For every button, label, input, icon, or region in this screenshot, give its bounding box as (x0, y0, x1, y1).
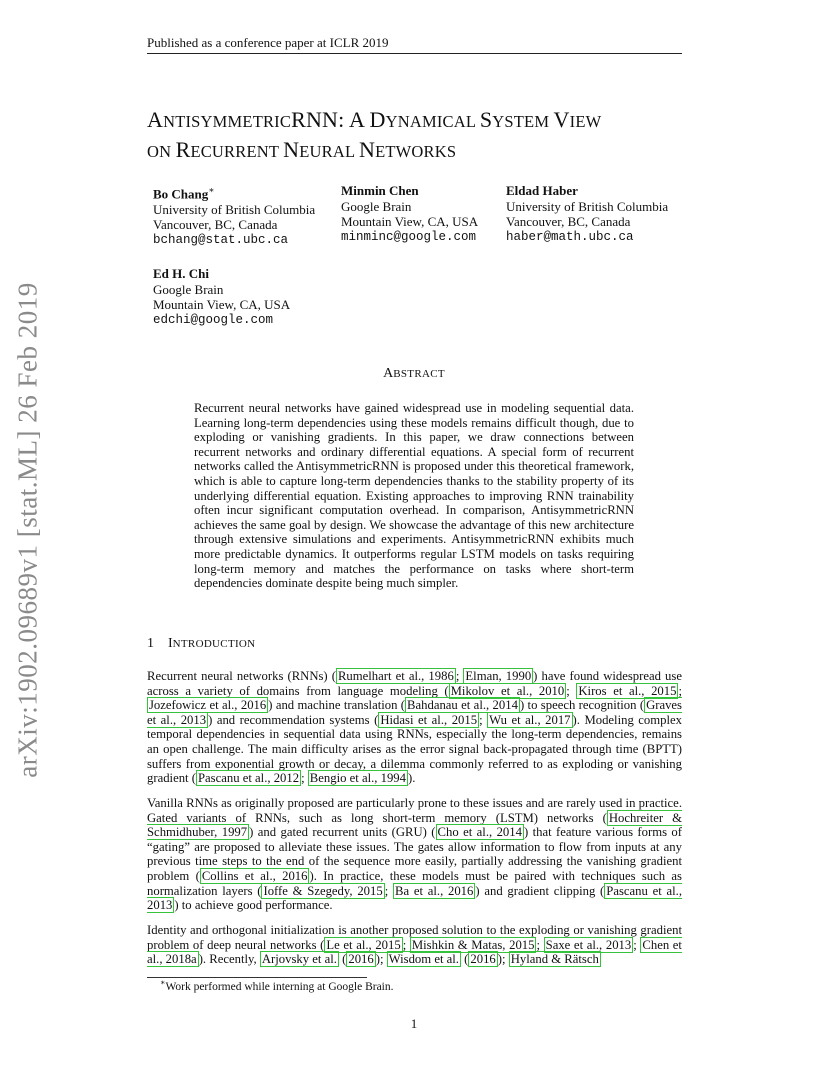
title-fragment: ECURRENT (190, 142, 284, 161)
paragraph-text: Recurrent neural networks (RNNs) ( (147, 669, 336, 683)
paragraph-text: ). In practice, these models must be paired with techniques such as normalization layers ( (147, 868, 682, 898)
paragraph-text: Vanilla RNNs as originally proposed are particularly prone to these issues and are rarely used in practice. Gated variants of RNNs, such as long short-term memory (LSTM) networks ( (147, 796, 682, 825)
title-line-2 (147, 136, 707, 166)
abstract-heading: ABSTRACT (383, 366, 445, 381)
citation-link[interactable]: Bengio et al., 1994 (309, 771, 406, 786)
paragraph-text: ) to speech recognition ( (519, 698, 645, 713)
paper-title (147, 106, 707, 166)
author-block-4 (153, 266, 290, 328)
citation-link[interactable]: Rumelhart et al., 1986 (337, 669, 454, 683)
citation-link[interactable]: Elman, 1990 (465, 669, 532, 683)
footnote-mark: ∗ (208, 185, 215, 195)
paragraph-text: ); (375, 952, 387, 967)
author-location: Vancouver, BC, Canada (506, 214, 631, 229)
title-fragment: IEW (569, 112, 602, 131)
citation-link[interactable]: Collins et al., 2016 (201, 868, 308, 883)
citation-link[interactable]: Jozefowicz et al., 2016 (149, 698, 267, 713)
citation-link[interactable]: Ioffe & Szegedy, 2015 (263, 883, 383, 898)
citation-link[interactable]: Pascanu et al., 2013 (147, 883, 683, 913)
paragraph-text: ; (633, 937, 641, 952)
citation-link[interactable]: Pascanu et al., 2012 (197, 771, 300, 786)
author-affiliation: Google Brain (153, 281, 224, 297)
title-line-1 (147, 106, 707, 136)
title-fragment: ETWORKS (375, 142, 457, 161)
paragraph-text: Identity and orthogonal initialization is another proposed solution to the exploding or vanishing gradient problem of deep neural networks ( (147, 923, 682, 952)
paragraph-text: ) to achieve good performance. (174, 898, 333, 913)
author-name: Minmin Chen (341, 183, 419, 198)
citation-link[interactable]: Hyland & Rätsch (510, 952, 599, 967)
title-fragment: YSTEM (492, 112, 554, 131)
title-fragment: R (175, 137, 191, 162)
author-affiliation: Google Brain (341, 198, 412, 214)
title-fragment: D (369, 107, 386, 132)
title-fragment: V (553, 107, 570, 132)
running-header: Published as a conference paper at ICLR 2019 (147, 35, 389, 50)
paragraph-text: ; (536, 937, 544, 952)
title-fragment: EURAL (299, 142, 359, 161)
paragraph-text: ) and machine translation ( (268, 698, 406, 713)
citation-link[interactable]: Wu et al., 2017 (489, 712, 571, 727)
citation-link[interactable]: 2016 (348, 952, 374, 967)
paragraph-text: ) have found widespread use across a variety of domains from language modeling ( (147, 669, 682, 698)
citation-link[interactable]: Arjovsky et al. (261, 952, 337, 967)
author-name: Eldad Haber (506, 183, 578, 198)
author-location: Mountain View, CA, USA (153, 297, 291, 312)
author-affiliation: University of British Columbia (506, 198, 669, 214)
title-fragment: N (283, 137, 300, 162)
paragraph-text: ). Recently, (198, 952, 260, 967)
section-heading-introduction: 1 INTRODUCTION (147, 636, 256, 651)
citation-link[interactable]: Graves et al., 2013 (147, 698, 682, 727)
author-location: Mountain View, CA, USA (341, 214, 479, 229)
citation-link[interactable]: Saxe et al., 2013 (545, 937, 632, 952)
paragraph-text: ) and recommendation systems ( (208, 712, 379, 727)
author-email[interactable]: minminc@google.com (341, 229, 477, 244)
paragraph-text: ). Modeling complex temporal dependencies in sequential data using RNNs, especially the long-term dependencies, remains an open challenge. The main difficulty arises as the error signal back-propagated through time (BPTT) suffers from exponential growth or decay, a dilemma commonly referred to as exploding or vanishing gradient ( (147, 712, 682, 786)
paragraph-text: ; (455, 669, 464, 683)
abstract-text: Recurrent neural networks have gained widespread use in modeling sequential data. Learning long-term dependencies using these models remains difficult though, due to exploding or vanishing gradients. In this paper, we draw connections between recurrent networks and ordinary differential equations. A special form of recurrent networks called the AntisymmetricRNN is proposed under this theoretical framework, which is able to capture long-term dependencies thanks to the stability property of its underlying differential equation. Existing approaches to improving RNN trainability often incur significant computation overhead. In comparison, AntisymmetricRNN achieves the same goal by design. We showcase the advantage of this new architecture through extensive simulations and experiments. AntisymmetricRNN exhibits much more predictable dynamics. It outperforms regular LSTM models on tasks requiring long-term memory and matches the performance on tasks where short-term dependencies dominate despite being much simpler. (194, 401, 634, 591)
footnote: ∗Work performed while interning at Google Brain. (160, 978, 394, 993)
author-location: Vancouver, BC, Canada (153, 217, 278, 233)
citation-link[interactable]: Mishkin & Matas, 2015 (411, 937, 535, 952)
citation-link[interactable]: Le et al., 2015 (326, 937, 401, 952)
citation-link[interactable]: Ba et al., 2016 (395, 883, 474, 898)
paragraph-text: ). (408, 771, 416, 786)
title-fragment: A (147, 107, 164, 132)
author-email[interactable]: edchi@google.com (153, 312, 274, 327)
intro-paragraph-3 (147, 923, 682, 967)
paragraph-text: ; (566, 683, 577, 698)
citation-link[interactable]: Hochreiter & Schmidhuber, 1997 (147, 810, 682, 840)
citation-link[interactable]: Mikolov et al., 2010 (450, 683, 565, 698)
citation-link[interactable]: 2016 (470, 952, 496, 967)
paragraph-text: ) that feature various forms of “gating” are proposed to alleviate these issues. The gates allow information to flow from inputs at any previous time steps to the end of the sequence more easily, partially addressing the vanishing gradient problem ( (147, 825, 682, 883)
paragraph-text: ; (678, 683, 682, 698)
title-fragment: RNN: A (291, 107, 370, 132)
paragraph-text: ) and gated recurrent units (GRU) ( (249, 825, 436, 840)
author-email[interactable]: haber@math.ubc.ca (506, 229, 634, 244)
paragraph-text: ; (301, 771, 308, 786)
paragraph-text: ) and gradient clipping ( (475, 883, 605, 898)
author-affiliation: University of British Columbia (153, 201, 316, 217)
title-fragment: YNAMICAL (385, 112, 480, 131)
paragraph-text: ( (338, 952, 347, 967)
intro-paragraph-2 (147, 796, 682, 913)
author-name: Bo Chang (153, 186, 209, 202)
author-block-1 (153, 183, 315, 248)
title-fragment: N (358, 137, 376, 162)
citation-link[interactable]: Chen et al., 2018a (147, 937, 682, 967)
title-fragment: S (479, 107, 493, 132)
citation-link[interactable]: Bahdanau et al., 2014 (407, 698, 518, 713)
author-block-3 (506, 183, 668, 245)
citation-link[interactable]: Kiros et al., 2015 (578, 683, 677, 698)
author-name: Ed H. Chi (153, 266, 209, 281)
paragraph-text: ( (460, 952, 469, 967)
page-number: 1 (410, 1016, 418, 1031)
citation-link[interactable]: Hidasi et al., 2015 (380, 712, 478, 727)
title-fragment: ON (147, 142, 176, 161)
citation-link[interactable]: Cho et al., 2014 (437, 825, 522, 840)
author-block-2 (341, 183, 478, 245)
paragraph-text: ; (479, 712, 488, 727)
author-email[interactable]: bchang@stat.ubc.ca (153, 232, 289, 247)
header-rule (147, 53, 682, 54)
intro-paragraph-1 (147, 669, 682, 786)
paragraph-text: ); (497, 952, 509, 967)
paragraph-text: ; (384, 883, 393, 898)
citation-link[interactable]: Wisdom et al. (388, 952, 459, 967)
paragraph-text: ; (402, 937, 410, 952)
title-fragment: NTISYMMETRIC (163, 112, 292, 131)
